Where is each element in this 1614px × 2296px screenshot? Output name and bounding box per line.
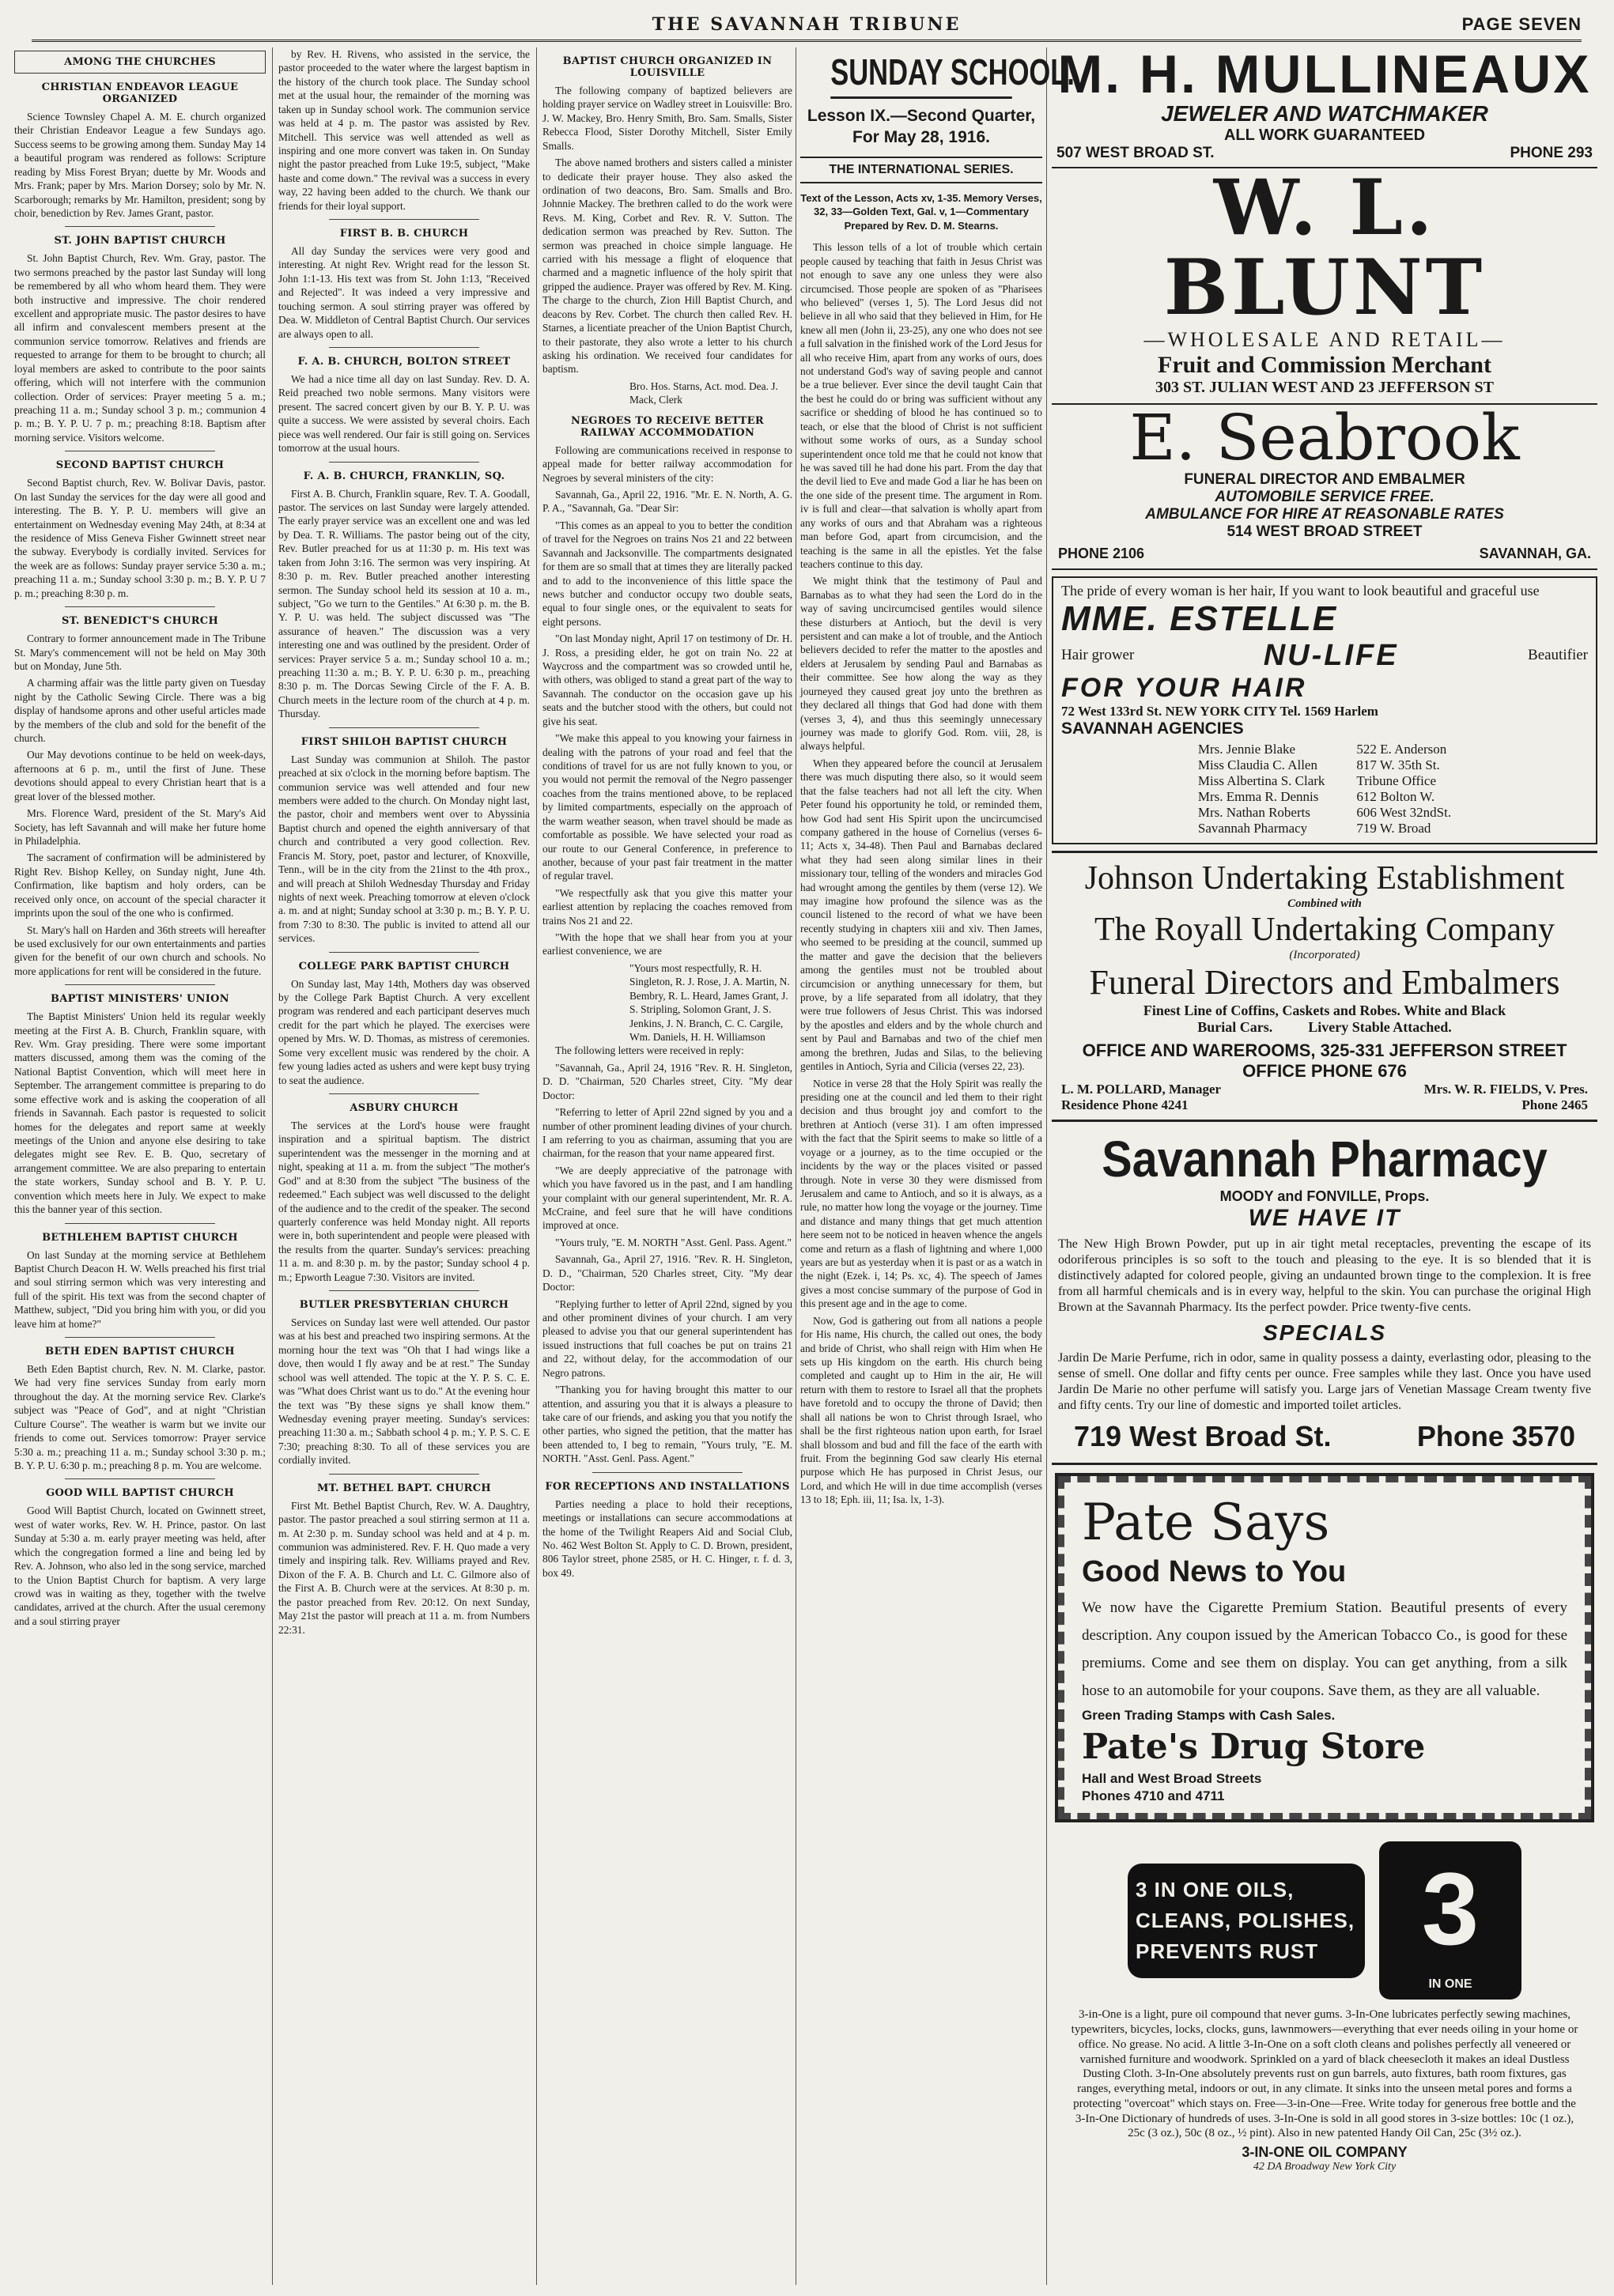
article-paragraph: Parties needing a place to hold their receptions, meetings or installations can secure accommodations at the home of the Twilight Reapers Aid and Social Club, No. 462 West Bolton St. Apply to C. D. Brown, president, 806 Taylor street, phone 2585, or H. C. Hinger, r. f. d. 3, box 49.: [542, 1497, 792, 1579]
ad-estelle-left: Hair grower: [1061, 647, 1135, 664]
ad-blunt-address: 303 ST. JULIAN WEST AND 23 JEFFERSON ST: [1155, 378, 1494, 396]
oil-logo-line1: 3 IN ONE OILS,: [1136, 1877, 1295, 1901]
article-divider: [329, 952, 480, 953]
article-paragraph: The Baptist Ministers' Union held its regular weekly meeting at the First A. B. Church, Franklin square, with Rev. Wm. Gray presiding. There were some important matters discussed, among them was the coming of the National Baptist Convention, which will meet here in September. The arrangement committee is preparing to do some effective work and is asking the cooperation of all friends in Savannah. Each pastor is requested to solicit homes for the delegates and report same at weekly meetings of the Union and anyone else desiring to take delegates might see Rev. E. B. Quo, secretary of arrangement committee. We are also preparing to entertain the state workers, Sunday school and B. Y. P. U. convention which meets here in July. We expect to make this the banner year of this section.: [14, 1010, 266, 1216]
article-paragraph: The services at the Lord's house were fraught inspiration and a spiritual baptism. The district superintendent was the messenger in the morning and at night, speaking at 11 a. m. from the subject "The mother's God" and at 8:30 from the subject "The business of the redeemed." Each subject was well discussed to the delight of the audience and to the credit of the speaker. The second quarterly conference was held Monday night. All reports were in, both superintendent and people were pleased with the results from the quarter. Sunday's services: preaching 11 a. m. and 8:30 p. m. by the pastor; Sunday school 4 p. m.; Epworth League 7:30. Visitors are invited.: [278, 1120, 530, 1283]
ad-pharmacy-props: MOODY and FONVILLE, Props.: [1219, 1188, 1430, 1204]
agent-address: 612 Bolton W.: [1356, 788, 1435, 804]
article-paragraph: St. Mary's hall on Harden and 36th streets will hereafter be used exclusively for our own entertainments and parties given for the benefit of our own church and schools. No more applications for rent will be considered in the future.: [14, 923, 266, 977]
ad-johnson-office-phone: OFFICE PHONE 676: [1242, 1060, 1407, 1081]
ad-mullineaux-guarantee: ALL WORK GUARANTEED: [1223, 127, 1426, 144]
oil-can-icon: [1379, 1841, 1521, 2000]
article-divider: [65, 1478, 216, 1479]
oil-logo-line2: CLEANS, POLISHES,: [1136, 1908, 1355, 1932]
ad-pate-stamps: Green Trading Stamps with Cash Sales.: [1082, 1708, 1336, 1724]
ad-pate-copy: We now have the Cigarette Premium Station. Beautiful presents of every description. Any coupon issued by the American Tobacco Co., is good for these premiums. Come and see them on display. You can get anything, from a silk hose to an automobile for your coupons. Save them, as they are all valuable.: [1082, 1599, 1567, 1700]
article-divider: [65, 1223, 216, 1224]
ad-johnson-line4b: Burial Cars. Livery Stable Attached.: [1197, 1018, 1452, 1035]
ad-pate: [1055, 1473, 1594, 1823]
agent-name: Mrs. Jennie Blake: [1197, 741, 1296, 757]
agent-address: 606 West 32ndSt.: [1356, 804, 1452, 820]
oil-can-label: IN ONE: [1428, 1977, 1472, 1992]
ad-estelle-right: Beautifier: [1528, 647, 1588, 664]
agent-row: [1182, 773, 1467, 789]
article-paragraph: Beth Eden Baptist church, Rev. N. M. Clarke, pastor. We had very fine services Sunday from early morn throughout the day. At the morning service Rev. Clarke's subject was "Peace of God", and at night "Christian Culture Course". The weather is warm but we invite our friends to come out. Services tomorrow: Prayer service 5:30 a. m.; preaching 11 a. m.; Sunday school 3:30 p. m.; B. Y. P. U. 6:30 p. m.; preaching 8 p. m. You are welcome.: [14, 1363, 266, 1472]
ad-pharmacy-have: WE HAVE IT: [1248, 1204, 1401, 1231]
signature-block: "Yours most respectfully, R. H. Singleton, R. J. Rose, J. A. Martin, N. Bembry, R. L. Heard, James Grant, J. S. Stripling, Solomon Grant, J. S. Jenkins, J. N. Branch, C. C. Cargile, Wm. Daniels, H. H. Williamson: [629, 961, 790, 1043]
ad-pate-address: Hall and West Broad Streets: [1082, 1771, 1262, 1787]
article-paragraph: Science Townsley Chapel A. M. E. church organized their Christian Endeavor League a few Sundays ago. Success seems to be growing among them. Sunday May 14 a beautiful program was rendered as follows: Scripture reading by Miss Forest Bryan; duette by Mr. Woods and Mrs. Frank; paper by Mrs. Marion Dorsey; solo by Mr. N. Scarborough; remarks by Mr. Hamilton, president; song by choir, benediction by Rev. James Grant, pastor.: [14, 111, 266, 219]
article-paragraph: We had a nice time all day on last Sunday. Rev. D. A. Reid preached two noble sermons. Many visitors were present. The sacred concert given by our B. Y. P. U. was quite a success. We were assisted by several choirs. Each piece was well rendered. Our fair is still going on. Services tomorrow at the usual hours.: [278, 373, 530, 455]
agent-address: 719 W. Broad: [1356, 820, 1431, 836]
ad-pharmacy-phone: Phone 3570: [1416, 1419, 1575, 1452]
agent-row: [1182, 742, 1467, 757]
ad-mullineaux-phone: PHONE 293: [1510, 145, 1593, 161]
article-paragraph: Savannah, Ga., April 22, 1916. "Mr. E. N. North, A. G. P. A., "Savannah, Ga. "Dear Sir:: [542, 488, 792, 515]
article-paragraph: Last Sunday was communion at Shiloh. The pastor preached at six o'clock in the morning before baptism. The communion service was well attended and four new members were added to the church. On Monday night last, the pastor, choir and members went over to Abyssinia Baptist church and opened the eighth anniversary of that church and contributed a very good collection. Rev. Francis M. Story, poet, pastor and lecturer, of Knoxville, Tenn., will be in the city from the 21inst to the 4th prox., and will preach at Shiloh Wednesday Thursday and Friday nights of next week. Preaching tomorrow at eleven o'clock a. m. and at night; Sunday school at 3:30 p. m.; B. Y. P. U. from 7:30 to 8:30. The public is invited to attend all our services.: [278, 753, 530, 945]
ad-johnson-line1: Johnson Undertaking Establishment: [1084, 859, 1565, 897]
ad-johnson-vp: Mrs. W. R. FIELDS, V. Pres.: [1423, 1081, 1588, 1097]
ad-seabrook-line2: AUTOMOBILE SERVICE FREE.: [1215, 488, 1434, 505]
oil-can-number: 3: [1421, 1851, 1480, 1967]
lesson-paragraph: Now, God is gathering out from all nations a people for His name, His church, the called out ones, the body and bride of Christ, who shall reign with Him when He sets up His kingdom on the earth. His church being completed and caught up to Him in the air, He will return with them to restore to Israel all that the prophets have foretold and to occupy the throne of David; then shall all nations be won to Christ through Israel, who shall be the first righteous nation upon earth, for Israel shall blossom and bud and fill the face of the earth with fruit. From the beginning God saw clearly His eternal purpose which He has purposed in Christ Jesus, our Lord, and which He will in due time accomplish (verses 13 to 18; Eph. iii, 11; Isa. lx, 1-3).: [800, 1314, 1042, 1506]
column-rule: [536, 47, 537, 2285]
ad-johnson-office: OFFICE AND WAREROOMS, 325-331 JEFFERSON STREET: [1082, 1040, 1567, 1060]
lesson-text-reference: Text of the Lesson, Acts xv, 1-35. Memory Verses, 32, 33—Golden Text, Gal. v, 1—Commentary Prepared by Rev. D. M. Stearns.: [800, 191, 1042, 232]
ad-johnson-inc: (Incorporated): [1289, 948, 1360, 961]
masthead: [32, 14, 1582, 42]
article-headline: ASBURY CHURCH: [350, 1102, 459, 1114]
ad-johnson-line4a: Finest Line of Coffins, Caskets and Robes. White and Black: [1143, 1002, 1506, 1018]
article-paragraph: "This comes as an appeal to you to better the condition of travel for the Negroes on trains Nos 21 and 22 between Savannah and Jacksonville. The compartments designated for them are so small that at times they are literally packed and to add to the inconvenience of this little space the news butcher and conductor occupy two double seats, equal to four single ones, or the equivalent to seats for eight persons.: [542, 519, 792, 628]
lesson-paragraph: This lesson tells of a lot of trouble which certain people caused by teaching that faith in Jesus Christ was not enough to save any one unless they were also circumcised. Those people are spoken of as "Pharisees who believed" (verses 1, 5). The Lord Jesus did not believe in all who said that they believed in Him, for He knew all men (John ii, 23-25), any one who does not see a full salvation in the finished work of the Lord Jesus for all who receive Him, apart from any works of ours, does not understand God's way of saving people and cannot be a true believer. Ever since the devil taught Cain that the best he could do or bring was sufficient without any sacrifice or shedding of blood he has continued so to teach, or else that the blood of Christ is not sufficient without some works of ours, as a Sunday school superintendent once told me that he could not know that he was saved till he had done his part. From the day that the devil lied to Eve and made God a liar he has been on the one side of the present time. The argument in Rom. iv is full and clear—that salvation is wholly apart from any works of ours and that Abraham was a righteous man before God, apart from circumcision, and the teaching is the same in all the epistles. Yet the false teachers continue to this day.: [800, 241, 1042, 570]
article-paragraph: A charming affair was the little party given on Tuesday night by the Catholic Sewing Circle. There was a big display of handsome aprons and other useful articles made by the members of the club and sold for the benefit of the church.: [14, 677, 266, 745]
news-column-2: [278, 47, 530, 2285]
article-paragraph: "Thanking you for having brought this matter to our attention, and assuring you that it is always a pleasure to take care of our friends, and asking you that you notify the other parties, who signed the petition, that the matter has been attended to, I beg to remain, "Yours truly, "E. M. NORTH. "Asst. Genl. Pass. Agent.": [542, 1384, 792, 1465]
article-divider: [329, 347, 480, 348]
article-paragraph: St. John Baptist Church, Rev. Wm. Gray, pastor. The two sermons preached by the pastor last Sunday will long be remembered by all who whom heard them. They were both instructive and impressive. The choir rendered excellent and appropriate music. The pastor desires to have all infirm and convalescent members present at the communion service tomorrow. Relatives and friends are requested to arrange for them to be brought to church; all loyal members are asked to contribute to the poor saints offering, which will not interfere with the communion collection. Order of services: Prayer meeting 5 a. m.; preaching 11 a. m.; Sunday school 3 p. m.; communion 4 p. m.; B. Y. P. U. 7 p. m.; preaching 8:18. Baptism after morning service. Visitors welcome.: [14, 252, 266, 444]
article-paragraph: "Replying further to letter of April 22nd, signed by you and other prominent divines of your church. I am very pleased to advise you that our general superintendent has issued instructions that full coaches be put on trains 21 and 22, without delay, for the accommodation of our Negro patrons.: [542, 1297, 792, 1379]
article-paragraph: "Yours truly, "E. M. NORTH "Asst. Genl. Pass. Agent.": [555, 1236, 792, 1248]
ad-pharmacy-copy: The New High Brown Powder, put up in air tight metal receptacles, preventing the escape of its odoriferous principles is so soft to the touch and pleasing to the eye. It is so blended that it is distinctively adapted for colored people, giving an undaunted brown tinge to the complexion. It is free from all harmful chemicals and is in every way, helpful to the skin. You can purchase the original High Brown at the Savannah Pharmacy. Its the perfect powder. Price twenty-five cents.: [1058, 1237, 1591, 1314]
article-paragraph: "We are deeply appreciative of the patronage with which you have favored us in the past, and I am handling your complaint with our general superintendent, Mr. R. A. McCraine, and feel sure that he will have conditions improved at once.: [542, 1164, 792, 1232]
oil-logo: [1128, 1864, 1365, 1978]
ad-estelle-address: 72 West 133rd St. NEW YORK CITY Tel. 1569 Harlem: [1061, 703, 1378, 719]
ad-estelle-tag: FOR YOUR HAIR: [1061, 672, 1307, 703]
advertisement-column: [1052, 44, 1597, 2285]
article-headline: SECOND BAPTIST CHURCH: [55, 459, 225, 472]
agent-name: Mrs. Nathan Roberts: [1197, 804, 1310, 820]
article-divider: [65, 606, 216, 607]
ad-seabrook-line3: AMBULANCE FOR HIRE AT REASONABLE RATES: [1145, 505, 1504, 523]
ad-johnson-combined: Combined with: [1287, 897, 1362, 910]
article-paragraph: "On last Monday night, April 17 on testimony of Dr. H. J. Ross, a presiding elder, he got on train No. 22 at Waycross and the compartment was so crowded until he, with others, was obliged to stand a great part of the way to Savannah. The conductor on the occasion gave up his seats and the butcher stood with the others, but could not give his seat.: [542, 633, 792, 727]
article-divider: [329, 1290, 480, 1291]
lesson-paragraph: Notice in verse 28 that the Holy Spirit was really the presiding one at the council and led them to their right decision and thus brought joy and comfort to the brethren at Antioch (verse 31). I am often impressed with the fact that the Spirit seems to make so little of a voyage or a journey, as to the time occupied or the incidents by the way or the places visited or passed through. Note in verse 30 they were dismissed from Jerusalem and came to Antioch, and so it is always, as a rule, no matter how long the voyage or the journey. Time and distance and many things that get much attention here seem not to be noticed in heaven whence the angels come and return as a flash of lightning and where 1,000 years are but as yesterday when it is past or as a watch in the night (Ezek. i, 14; Ps. xc, 4). The speech of James gives a most concise summary of the purpose of God in this present age and in the age to come.: [800, 1077, 1042, 1310]
article-divider: [592, 1472, 743, 1473]
ad-pate-title: Pate Says: [1082, 1493, 1330, 1552]
ad-mullineaux: [1052, 44, 1597, 168]
agent-name: Savannah Pharmacy: [1197, 820, 1308, 836]
article-divider: [329, 727, 480, 728]
signature-block: Bro. Hos. Starns, Act. mod. Dea. J. Mack, Clerk: [629, 380, 778, 406]
article-paragraph: Good Will Baptist Church, located on Gwinnett street, west of water works, Rev. W. H. Prince, pastor. On last Sunday at 5:30 a. m. early prayer meeting was held, after which the congregation formed a line and being led by Rev. A. Johnson, who also led in the song service, marched to the Union Baptist Church for baptism. A very large crowd was in waiting as they, together with the twelve candidates, arrived at the church. After the usual ceremony and a soul stirring prayer: [14, 1505, 266, 1627]
article-divider: [329, 462, 480, 463]
article-divider: [329, 1474, 480, 1475]
article-paragraph: Our May devotions continue to be held on week-days, afternoons at 6 p. m., until the first of June. These devotions should appeal to every Christian heart that is a great lover of the blessed mother.: [14, 749, 266, 802]
ad-pate-sub: Good News to You: [1082, 1554, 1347, 1588]
article-headline: COLLEGE PARK BAPTIST CHURCH: [298, 960, 510, 972]
article-headline: BAPTIST CHURCH ORGANIZED IN LOUISVILLE: [562, 55, 773, 79]
ad-seabrook-phone: PHONE 2106: [1058, 545, 1145, 561]
article-paragraph: The following company of baptized believers are holding prayer service on Wadley street in Louisville: Bro. J. W. Mackey, Bro. Henry Smith, Bro. Sam. Smalls, Sister Rebecca Flood, Sister Dorothy Mitchell, Sister Emily Smalls.: [542, 85, 792, 152]
article-paragraph: On Sunday last, May 14th, Mothers day was observed by the College Park Baptist Church. A very excellent program was rendered and each participant deserves much credit for the part which he played. The exercises were opened by Mrs. W. D. Thomas, as mistress of ceremonies. Some very excellent music was rendered by the choir. A few young ladies acted as ushers and were kept busy trying to seat the audience.: [278, 977, 530, 1086]
ad-johnson-manager: L. M. POLLARD, Manager: [1061, 1081, 1222, 1097]
article-headline: ST. BENEDICT'S CHURCH: [61, 615, 219, 628]
ad-blunt-trade: —WHOLESALE AND RETAIL—: [1143, 327, 1506, 351]
article-headline: BETHLEHEM BAPTIST CHURCH: [42, 1231, 238, 1244]
article-headline: FIRST B. B. CHURCH: [339, 228, 469, 240]
ad-seabrook-name: E. Seabrook: [1129, 400, 1520, 474]
agent-row: [1182, 757, 1467, 773]
article-divider: [65, 1337, 216, 1338]
article-divider: [65, 984, 216, 985]
news-column-3: [542, 47, 792, 2285]
article-headline: BAPTIST MINISTERS' UNION: [50, 993, 229, 1006]
ad-estelle-intro: The pride of every woman is her hair, If you want to look beautiful and graceful use: [1061, 582, 1540, 599]
ad-mullineaux-name: M. H. MULLINEAUX: [1057, 44, 1592, 104]
ad-johnson-res2: Phone 2465: [1521, 1097, 1588, 1112]
ad-estelle-name: MME. ESTELLE: [1061, 599, 1338, 638]
ad-seabrook: [1052, 400, 1597, 570]
lesson-paragraph: We might think that the testimony of Paul and Barnabas as to what they had seen the Lord do in the way of saving uncircumcised gentiles would silence these disturbers at Antioch, but the devil is very persistent and can make a lot of trouble, and the Antioch believers decided to refer the matter to the apostles and elders at Jerusalem by sending Paul and Barnabas as their committee. See how along the way as they journeyed they caused great joy unto the brethren as they declared all things that God had done with them (verses 3, 4), and thus this seemingly unnecessary journey was made to glorify God. Rom. viii, 28, is always helpful.: [800, 575, 1042, 753]
ad-seabrook-line1: FUNERAL DIRECTOR AND EMBALMER: [1184, 470, 1465, 488]
article-paragraph: The following letters were received in reply:: [555, 1044, 744, 1057]
agent-address: 522 E. Anderson: [1356, 741, 1447, 757]
lesson-heading: Lesson IX.—Second Quarter, For May 28, 1916.: [807, 107, 1036, 147]
column-rule: [1046, 47, 1047, 2285]
ad-seabrook-address: 514 WEST BROAD STREET: [1227, 523, 1423, 540]
oil-logo-line3: PREVENTS RUST: [1136, 1939, 1319, 1963]
ad-johnson-line2: The Royall Undertaking Company: [1094, 911, 1555, 948]
article-paragraph: Following are communications received in response to appeal made for better railway accommodation for Negroes by several ministers of the city:: [542, 444, 792, 484]
ad-three-in-one-oil: [1052, 1830, 1597, 2185]
agent-address: 817 W. 35th St.: [1356, 757, 1440, 772]
sunday-school-column: [800, 47, 1075, 2285]
ad-mullineaux-address: 507 WEST BROAD ST.: [1056, 145, 1215, 161]
ad-mullineaux-trade: JEWELER AND WATCHMAKER: [1161, 101, 1488, 126]
sunday-school-title: SUNDAY SCHOOL.: [830, 51, 1012, 99]
article-paragraph: "Savannah, Ga., April 24, 1916 "Rev. R. H. Singleton, D. D. "Chairman, 520 Charles street, City. "My dear Doctor:: [542, 1061, 792, 1101]
article-paragraph: Mrs. Florence Ward, president of the St. Mary's Aid Society, has left Savannah and will make her future home in Philadelphia.: [14, 807, 266, 847]
article-paragraph: On last Sunday at the morning service at Bethlehem Baptist Church Deacon H. W. Wells preached his first trial and soul stirring sermon which was very interesting and full of the spirit. His text was from the second chapter of Matthew, subject, "Did you bring him with you, or did you leave him at home?": [14, 1248, 266, 1330]
agent-row: [1182, 805, 1467, 821]
column-rule: [272, 47, 273, 2285]
ad-blunt-name: W. L. BLUNT: [1163, 163, 1486, 332]
article-divider: [65, 226, 216, 227]
newspaper-title: THE SAVANNAH TRIBUNE: [652, 14, 962, 35]
article-paragraph: "We make this appeal to you knowing your fairness in dealing with the patrons of your road and feel that the conditions of travel for us are not fully known to you, or you would not permit the removal of the Negro passenger coaches from the trains mentioned above, to be replaced by limited compartments, especially on the approach of the warm weather season, when travel should be made as comfortable as possible. We have selected your road as our route to our General Conference, in preference to another, because of your past fair treatment in the matter of regular travel.: [542, 732, 792, 882]
article-paragraph: First A. B. Church, Franklin square, Rev. T. A. Goodall, pastor. The services on last Sunday were largely attended. The early prayer service was an excellent one and was led by Dea. T. R. Williams. The pastor being out of the city, Rev. Butler preached for us at 11:30 p. m. His text was taken from John 3:16. The sermon was very inspiring. At 8:30 p. m. Rev. Butler preached another interesting sermon. The Sunday school held its session at 10 a. m., subject, "Go we turn to the Gentiles." At 6:30 p. m. the B. Y. P. U. was held. The subject discussed was "The assurance of heaven." The discussion was a very interesting one and was outlined by the president. Order of services: Prayer service 5 a. m.; Sunday school 10 a. m.; preaching 11:30 a. m.; B. Y. P. U. 6:30 p. m., preaching 8:30 p. m. The Dorcas Sewing Circle of the F. A. B. Church meets in the lecture room of the church at 4 p. m. Thursday.: [278, 487, 530, 720]
ad-pharmacy-copy2: Jardin De Marie Perfume, rich in odor, same in quality possess a dainty, everlasting odor, pleasing to the sense of smell. One dollar and fifty cents per ounce. Free samples while they last. Once you have used Jardin De Marie no other perfume will satisfy you. Large jars of Venetian Massage Cream twenty five and fifty cents. Try our line of domestic and imported toilet articles.: [1058, 1350, 1591, 1412]
oil-company: 3-IN-ONE OIL COMPANY: [1242, 2144, 1408, 2161]
article-paragraph: Savannah, Ga., April 27, 1916. "Rev. R. H. Singleton, D. D., "Chairman, 520 Charles street, City. "My dear Doctor:: [542, 1253, 792, 1293]
ad-pate-store: Pate's Drug Store: [1082, 1727, 1426, 1768]
ad-estelle-agent-list: [1182, 742, 1467, 836]
oil-company-address: 42 DA Broadway New York City: [1253, 2161, 1397, 2173]
article-headline: NEGROES TO RECEIVE BETTER RAILWAY ACCOMMODATION: [571, 414, 764, 439]
ad-pharmacy-specials: SPECIALS: [1262, 1320, 1387, 1345]
article-headline: CHRISTIAN ENDEAVOR LEAGUE ORGANIZED: [41, 81, 239, 105]
article-paragraph: The sacrament of confirmation will be administered by Right Rev. Bishop Kelley, on Sunday night, June 4th. Confirmation, like baptism and holy orders, can be received only once, on account of the special character it imprints upon the soul of the one who is confirmed.: [14, 852, 266, 920]
article-headline: FOR RECEPTIONS AND INSTALLATIONS: [545, 1480, 790, 1493]
ad-johnson: [1052, 851, 1597, 1122]
ad-pate-phones: Phones 4710 and 4711: [1082, 1788, 1225, 1804]
ad-estelle-agencies: SAVANNAH AGENCIES: [1061, 719, 1244, 738]
article-headline: F. A. B. CHURCH, FRANKLIN, SQ.: [303, 470, 505, 482]
news-column-1: [14, 47, 266, 2285]
agent-name: Miss Claudia C. Allen: [1197, 757, 1317, 772]
article-headline: FIRST SHILOH BAPTIST CHURCH: [300, 735, 508, 748]
ad-johnson-res1: Residence Phone 4241: [1061, 1097, 1189, 1112]
article-paragraph: Contrary to former announcement made in The Tribune St. Mary's commencement will not be held on May 30th but on Monday, June 5th.: [14, 633, 266, 672]
article-divider: [329, 219, 480, 220]
article-paragraph: All day Sunday the services were very good and interesting. At night Rev. Wright read for the lesson St. John 1:1-13. His text was from St. John 1:13, "Received and Rejected". It was indeed a very impressive and touching sermon. A soul stirring prayer was offered by Dea. W. Middleton of Central Baptist Church. Our services are always open to all.: [278, 245, 530, 340]
ad-estelle-product: NU-LIFE: [1263, 638, 1399, 672]
ad-savannah-pharmacy: [1052, 1122, 1597, 1465]
article-headline: AMONG THE CHURCHES: [14, 51, 266, 74]
page-number: PAGE SEVEN: [1461, 14, 1582, 34]
article-headline: ST. JOHN BAPTIST CHURCH: [54, 235, 226, 247]
oil-copy: 3-in-One is a light, pure oil compound that never gums. 3-In-One lubricates perfectly sewing machines, typewriters, bicycles, locks, clocks, guns, lawnmowers—everything that ever needs oiling in your home or office. No grease. No acid. A little 3-In-One on a soft cloth cleans and polishes perfectly all veneered or varnished furniture and woodwork. Sprinkled on a yard of black cheesecloth it makes an ideal Dustless Dusting Cloth. 3-In-One absolutely prevents rust on gun barrels, auto fixtures, bath room fixtures, gas ranges, everything metal, indoors or out, in any climate. It sinks into the unseen metal pores and forms a protecting "overcoat" which stays on. Free—3-in-One—Free. Write today for generous free bottle and the 3-In-One Dictionary of hundreds of uses. 3-In-One is sold in all good stores in 3-size bottles: 10c (1 oz.), 25c (3 oz.), 50c (8 oz., ½ pint). Also in new patented Handy Oil Can, 25c (3½ oz.).: [1071, 2008, 1578, 2140]
ad-pharmacy-name: Savannah Pharmacy: [1102, 1130, 1548, 1188]
ad-pharmacy-address: 719 West Broad St.: [1074, 1419, 1332, 1452]
article-headline: F. A. B. CHURCH, BOLTON STREET: [297, 356, 511, 368]
article-paragraph: by Rev. H. Rivens, who assisted in the service, the pastor proceeded to the water where the largest baptism in the history of the church took place. The Sunday school met at the usual hour, the remainder of the morning was taken up in Sunday school work. The communion service was held at 4 p. m. The pastor was assisted by Rev. Mitchell. This service was well attended as well as inspiring and one more convert was taken in. On Sunday night the pastor preached from Luke 19:5, subject, "Make haste and come down." The revival was a success in every way, 22 having been added to the church. We thank our friends for their loyal support.: [278, 48, 530, 212]
agent-address: Tribune Office: [1356, 772, 1436, 788]
ad-johnson-line3: Funeral Directors and Embalmers: [1089, 962, 1560, 1002]
article-paragraph: First Mt. Bethel Baptist Church, Rev. W. A. Daughtry, pastor. The pastor preached a soul stirring sermon at 11 a. m. At 2:30 p. m. Sunday school was held and at 4 p. m. communion was administered. Rev. F. H. Quo made a very timely and inspiring talk. Rev. Williams prayed and Rev. Dixon of the F. A. B. Church and Lt. C. Gilmore also of the First A. B. Church were at the services. At 8:30 p. m. the pastor preached from Rev. 20:12. On next Sunday, May 21st the pastor will preach at 11 a. m. from Numbers 22:31.: [278, 1499, 530, 1636]
article-paragraph: Second Baptist church, Rev. W. Bolivar Davis, pastor. On last Sunday the services for the day were all good and interesting. The B. Y. P. U. members will give an entertainment on Wednesday evening May 24th, at 8:34 at the residence of Miss Geneva Fisher Gwinnett street near the subway. Everybody is cordially invited. Services for the week are as follows: Sunday prayer service 5:30 a. m.; preaching 11 a. m.; Sunday school 3:30 p. m.; B. Y. P. U 7 p. m.; preaching 8:30 p. m.: [14, 477, 266, 599]
ad-blunt: [1052, 163, 1597, 405]
article-headline: BETH EDEN BAPTIST CHURCH: [45, 1346, 235, 1358]
article-headline: GOOD WILL BAPTIST CHURCH: [46, 1487, 234, 1500]
article-paragraph: "We respectfully ask that you give this matter your earliest attention by replacing the coaches removed from trains Nos 21 and 22.: [542, 886, 792, 927]
agent-row: [1182, 789, 1467, 805]
article-divider: [329, 1093, 480, 1094]
article-paragraph: "Referring to letter of April 22nd signed by you and a number of other prominent leading divines of your church. I am referring to you as chairman, assuming that you are chairman, for the reason that your name appeared first.: [542, 1106, 792, 1160]
article-paragraph: Services on Sunday last were well attended. Our pastor was at his best and preached two inspiring sermons. At the morning hour the text was "Oh that I had wings like a dove, then would I fly away and be at rest." The Sunday school was well attended. The topic at the Y. P. S. C. E. was "What does Christ want us to do." At the evening hour the text was "By these signs ye shall know them." Wednesday evening prayer meeting. Sunday's services: preaching 11:30 a. m.; Sabbath school 4 p. m.; Y. P. S. C. E 7:30; preaching 8:30. To all of these services you are cordially invited.: [278, 1316, 530, 1467]
article-paragraph: The above named brothers and sisters called a minister to dedicate their prayer house. They also asked the ordination of two deacons, Bro. Sam. Smalls and Bro. Johnnie Mackey. The brethren called to do the work were Revs. M. King, Corbet and Rev. R. V. Sutton. The dedication sermon was preached by Rev. Sutton. The sermon was preached in choice simple language. He carried with his message a flight of eloquence that charmed and a magnetic influence of the holy spirit that gripped the audience. Prayer was offered by Rev. M. King. The charge to the church, Zion Hill Baptist Church, and deacons by Rev. Corbet. The church then called Rev. H. Starnes, a licentiate preacher of the Union Baptist Church, to their pastorate, they also wrote a letter to his church asking his ordination. We received four candidates for baptism.: [542, 157, 792, 376]
series-heading: THE INTERNATIONAL SERIES.: [800, 157, 1042, 183]
article-paragraph: "With the hope that we shall hear from you at your earliest convenience, we are: [542, 931, 792, 957]
article-headline: BUTLER PRESBYTERIAN CHURCH: [299, 1299, 509, 1312]
agent-name: Miss Albertina S. Clark: [1197, 772, 1325, 788]
agent-name: Mrs. Emma R. Dennis: [1197, 788, 1319, 804]
ad-blunt-line: Fruit and Commission Merchant: [1158, 351, 1491, 378]
agent-row: [1182, 821, 1467, 836]
article-headline: MT. BETHEL BAPT. CHURCH: [316, 1482, 492, 1494]
ad-estelle: [1052, 576, 1597, 844]
ad-seabrook-city: SAVANNAH, GA.: [1479, 545, 1591, 561]
lesson-paragraph: When they appeared before the council at Jerusalem there was much disputing there also, so it would seem that the false teachers had not all left the city. When Peter found his opportunity he told, or reminded them, how God had sent His Spirit upon the uncircumcised company gathered in the house of Cornelius (verses 6-11; Acts x, 34-48). Then Paul and Barnabas declared what they had seen along similar lines in their missionary tour, telling of the wonders and miracles God had wrought among the gentiles by them (verse 12). We may imagine how profound the silence was as the council listened to the record of what we have been recently studying in chapters xiii and xiv. Then James, who seemed to be presiding at the council, summed up the matter and gave the decision that the believers among the gentiles must not be troubled about circumcision or anything unnecessary for them, but prove, by a life separated from all idolatry, that they were true followers of Jesus Christ. This was indorsed by the apostles and elders and by the whole church and sent by Paul and Barnabas and two of the chief men among the brethren, Judas and Silas, to the believing gentiles in Antioch, Syria and Cilicia (verses 22, 23).: [800, 757, 1042, 1073]
